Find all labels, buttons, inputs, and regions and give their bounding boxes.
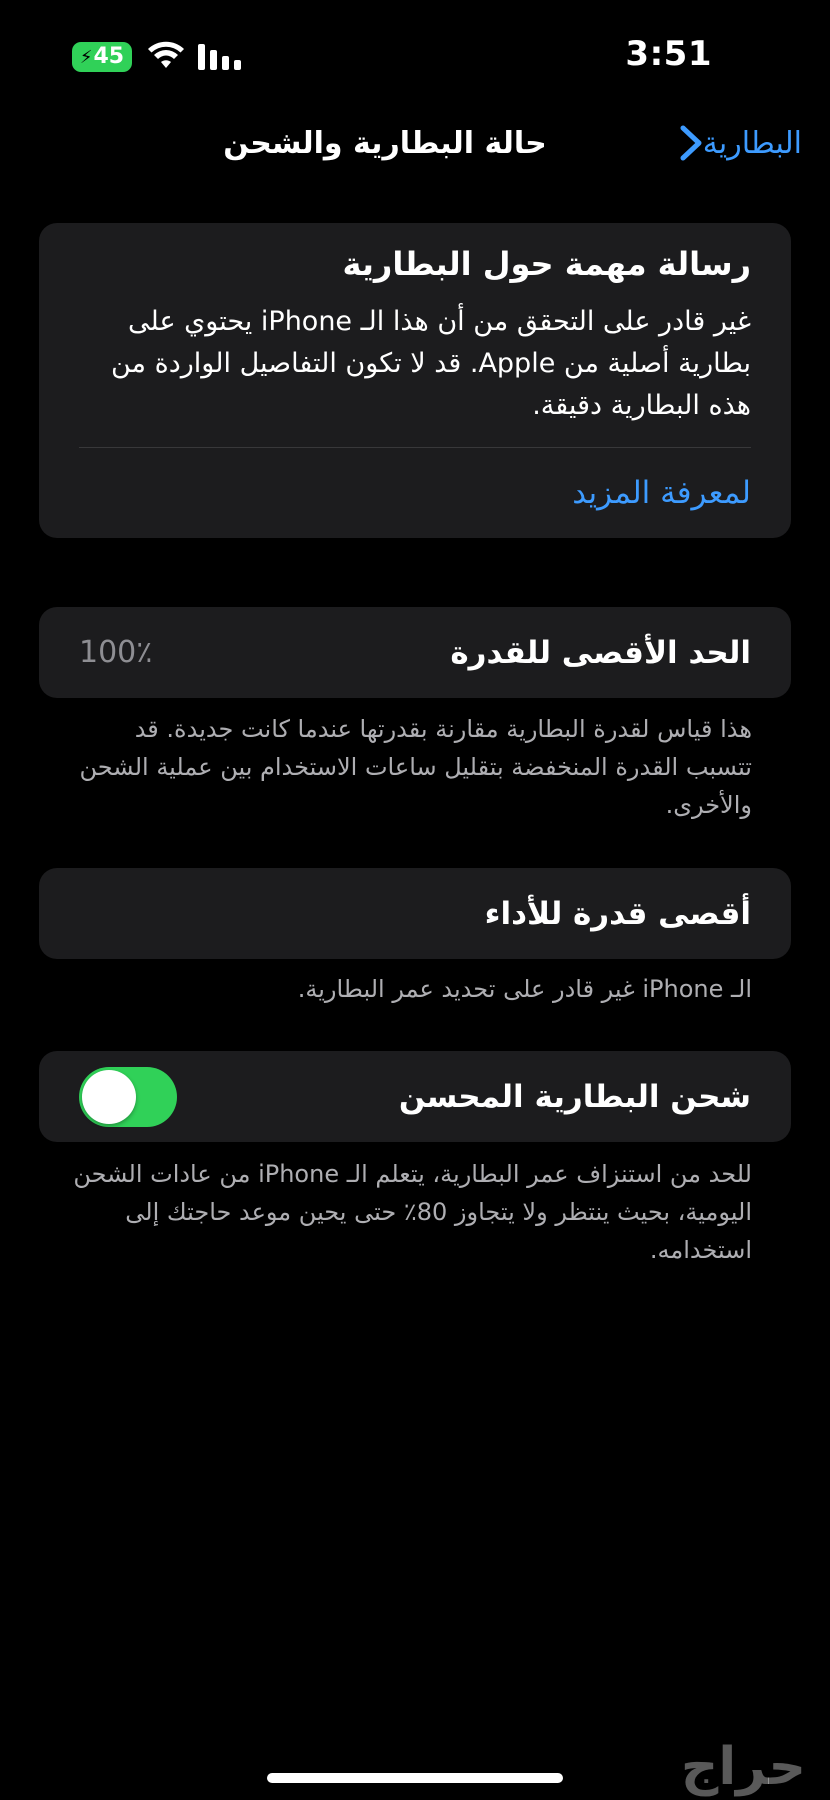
divider [79,447,751,448]
important-message-title: رسالة مهمة حول البطارية [342,245,751,283]
chevron-right-icon [679,124,703,162]
learn-more-link[interactable]: لمعرفة المزيد [572,475,751,511]
optimized-charging-toggle[interactable] [79,1067,177,1127]
wifi-icon [146,40,186,72]
page-title: حالة البطارية والشحن [223,126,547,161]
optimized-charging-label: شحن البطارية المحسن [398,1078,751,1115]
max-capacity-value: 100٪ [79,635,153,670]
home-indicator[interactable] [267,1773,563,1783]
back-button-label: البطارية [702,125,802,161]
cellular-signal-icon [196,42,242,72]
battery-level: 45 [93,44,125,69]
important-message-body: غير قادر على التحقق من أن هذا الـ iPhone يحتوي على بطارية أصلية من Apple. قد لا تكون التفاصيل الواردة من هذه البطارية دقيقة. [111,306,751,421]
navigation-bar [0,110,830,180]
toggle-knob [82,1070,136,1124]
max-capacity-label: الحد الأقصى للقدرة [450,634,751,671]
charging-bolt-icon: ⚡ [79,47,93,68]
clock: 3:51 [625,34,712,74]
optimized-charging-footer: للحد من استنزاف عمر البطارية، يتعلم الـ iPhone من عادات الشحن اليومية، بحيث ينتظر ولا يتجاوز 80٪ حتى يحين موعد حاجتك إلى استخدامه. [73,1160,752,1264]
back-button[interactable] [669,124,802,162]
max-capacity-row [39,607,791,698]
peak-performance-footer: الـ iPhone غير قادر على تحديد عمر البطارية. [297,975,752,1003]
status-bar [0,0,830,110]
battery-indicator [72,42,132,72]
watermark-logo: حراج [680,1737,806,1797]
peak-performance-label: أقصى قدرة للأداء [484,895,751,932]
optimized-charging-row [39,1051,791,1142]
max-capacity-footer: هذا قياس لقدرة البطارية مقارنة بقدرتها عندما كانت جديدة. قد تتسبب القدرة المنخفضة بتقليل ساعات الاستخدام بين عملية الشحن والأخرى. [79,715,752,819]
important-message-card [39,223,791,538]
peak-performance-row [39,868,791,959]
